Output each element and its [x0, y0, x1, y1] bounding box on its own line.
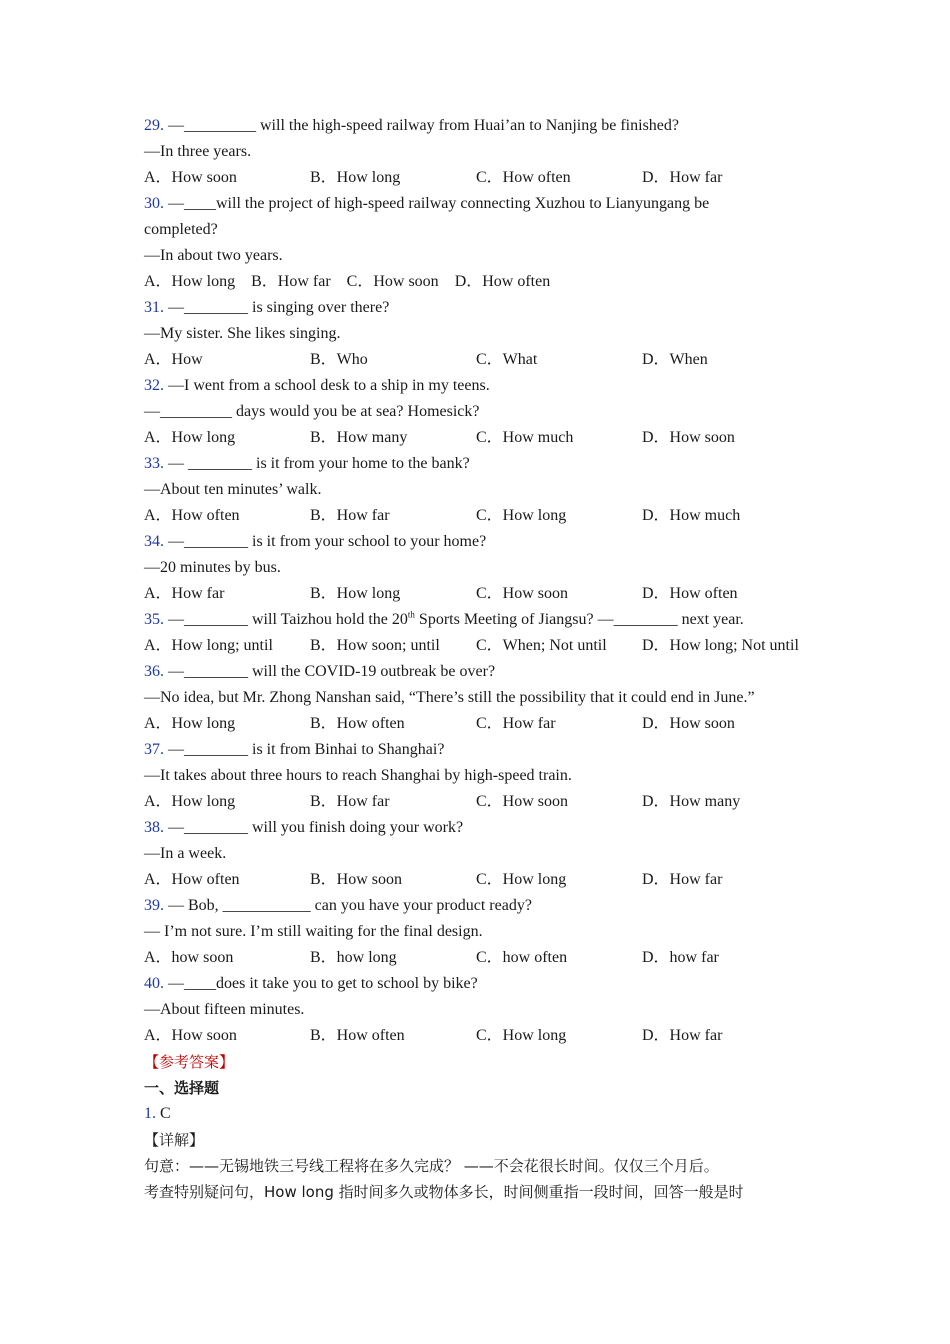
option-c: C．How long: [476, 1027, 567, 1044]
option-a: A．How far: [144, 585, 225, 602]
question-30-stem: 30. —____will the project of high-speed railway connecting Xuzhou to Lianyungang be: [144, 195, 710, 212]
question-30-options: [144, 269, 824, 295]
question-29-options: [144, 165, 824, 191]
question-37-stem: 37. —________ is it from Binhai to Shanghai?: [144, 741, 445, 758]
option-b: B．How soon; until: [310, 637, 440, 654]
option-c: C．When; Not until: [476, 637, 607, 654]
option-d: D．How much: [642, 507, 741, 524]
option-d: D．How far: [642, 871, 723, 888]
option-c: C．How long: [476, 871, 567, 888]
question-40-options: [144, 1023, 824, 1049]
option-a: A．How: [144, 351, 203, 368]
option-d: D．How soon: [642, 715, 735, 732]
question-35-options: [144, 633, 824, 659]
option-a: A．How often: [144, 507, 240, 524]
question-36-options: [144, 711, 824, 737]
question-31-stem: 31. —________ is singing over there?: [144, 299, 390, 316]
question-39-answer: — I’m not sure. I’m still waiting for the final design.: [144, 923, 483, 940]
question-39-options: [144, 945, 824, 971]
option-b: B．Who: [310, 351, 368, 368]
question-32-answer: —_________ days would you be at sea? Homesick?: [144, 403, 480, 420]
question-36-stem: 36. —________ will the COVID-19 outbreak be over?: [144, 663, 496, 680]
option-a: A．How long: [144, 793, 236, 810]
question-32-options: [144, 425, 824, 451]
option-b: B．How long: [310, 585, 401, 602]
option-d: D．How many: [642, 793, 741, 810]
option-d: D．How far: [642, 1027, 723, 1044]
question-30-answer: —In about two years.: [144, 247, 283, 264]
question-38-answer: —In a week.: [144, 845, 227, 862]
option-a: A．How soon: [144, 169, 237, 186]
detail-label: 【详解】: [144, 1131, 205, 1149]
option-d: D．When: [642, 351, 708, 368]
question-33-options: [144, 503, 824, 529]
option-a: A．How long: [144, 715, 236, 732]
question-38-stem: 38. —________ will you finish doing your work?: [144, 819, 464, 836]
option-a: A．how soon: [144, 949, 234, 966]
question-31-options: [144, 347, 824, 373]
question-29-stem: 29. —_________ will the high-speed railway from Huai’an to Nanjing be finished?: [144, 117, 679, 134]
option-b: B．How many: [310, 429, 408, 446]
question-36-answer: —No idea, but Mr. Zhong Nanshan said, “There’s still the possibility that it could end in June.”: [144, 689, 755, 706]
option-a: A．How long: [144, 273, 236, 290]
question-34-stem: 34. —________ is it from your school to your home?: [144, 533, 487, 550]
option-a: A．How soon: [144, 1027, 237, 1044]
question-29-answer: —In three years.: [144, 143, 252, 160]
option-c: C．How soon: [476, 793, 569, 810]
option-b: B．How soon: [310, 871, 403, 888]
option-c: C．How long: [476, 507, 567, 524]
option-b: B．How far: [310, 507, 390, 524]
option-d: D．How soon: [642, 429, 735, 446]
option-d: D．How often: [642, 585, 738, 602]
answer-key-header: 【参考答案】: [144, 1053, 235, 1071]
option-c: C．How often: [476, 169, 571, 186]
question-32-stem: 32. —I went from a school desk to a ship in my teens.: [144, 377, 490, 394]
question-35-stem: 35. —________ will Taizhou hold the 20th Sports Meeting of Jiangsu? —________ next year.: [144, 609, 744, 628]
section-title: 一、选择题: [144, 1079, 220, 1097]
option-d: D．how far: [642, 949, 719, 966]
option-b: B．How often: [310, 1027, 405, 1044]
option-d: D．How often: [454, 273, 551, 290]
option-c: C．How soon: [346, 273, 439, 290]
option-b: B．how long: [310, 949, 397, 966]
document-page: [144, 113, 824, 1205]
question-40-answer: —About fifteen minutes.: [144, 1001, 305, 1018]
question-30-stem-cont: completed?: [144, 221, 218, 238]
option-a: A．How often: [144, 871, 240, 888]
question-40-stem: 40. —____does it take you to get to school by bike?: [144, 975, 478, 992]
option-b: B．How far: [310, 793, 390, 810]
option-b: B．How often: [310, 715, 405, 732]
option-b: B．How far: [251, 273, 331, 290]
option-d: D．How far: [642, 169, 723, 186]
option-c: C．How much: [476, 429, 574, 446]
option-c: C．What: [476, 351, 538, 368]
option-d: D．How long; Not until: [642, 637, 799, 654]
detail-line-2: 考查特别疑问句，How long 指时间多久或物体多长，时间侧重指一段时间，回答一般是时: [144, 1183, 744, 1201]
option-a: A．How long: [144, 429, 236, 446]
question-39-stem: 39. — Bob, ___________ can you have your product ready?: [144, 897, 532, 914]
option-c: C．How soon: [476, 585, 569, 602]
option-c: C．how often: [476, 949, 568, 966]
option-b: B．How long: [310, 169, 401, 186]
question-38-options: [144, 867, 824, 893]
option-a: A．How long; until: [144, 637, 273, 654]
question-34-answer: —20 minutes by bus.: [144, 559, 281, 576]
question-37-answer: —It takes about three hours to reach Shanghai by high-speed train.: [144, 767, 572, 784]
question-31-answer: —My sister. She likes singing.: [144, 325, 341, 342]
answer-1: 1. C: [144, 1105, 171, 1122]
option-c: C．How far: [476, 715, 556, 732]
question-33-stem: 33. — ________ is it from your home to the bank?: [144, 455, 470, 472]
question-34-options: [144, 581, 824, 607]
question-37-options: [144, 789, 824, 815]
question-33-answer: —About ten minutes’ walk.: [144, 481, 322, 498]
detail-line-1: 句意：——无锡地铁三号线工程将在多久完成？ ——不会花很长时间。仅仅三个月后。: [144, 1157, 719, 1175]
